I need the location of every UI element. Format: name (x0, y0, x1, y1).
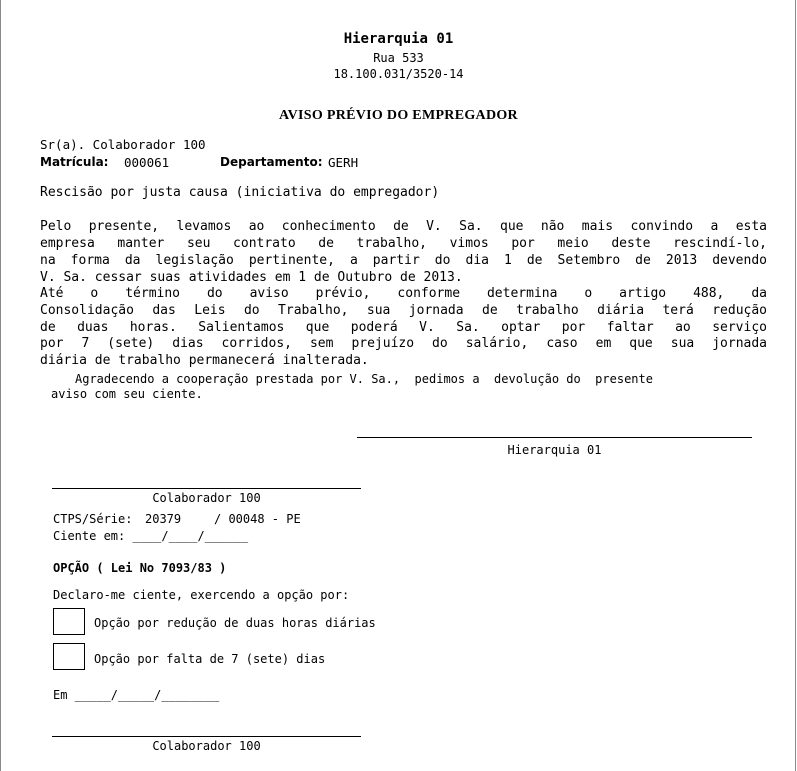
paragraph-2 (40, 286, 767, 369)
ctps-number: 20379 (145, 512, 182, 526)
company-address: Rua 533 (373, 51, 424, 65)
option-1-checkbox[interactable] (53, 608, 85, 635)
option-1-label: Opção por redução de duas horas diárias (94, 616, 376, 630)
ctps-serie: / 00048 - PE (214, 512, 301, 526)
opcao-title: OPÇÃO ( Lei No 7093/83 ) (53, 561, 227, 575)
paragraph-1-line: empresa manter seu contrato de trabalho, vimos por meio deste rescindí-lo, (40, 236, 767, 251)
paragraph-2-line: de duas horas. Salientamos que poderá V. Sa. optar por faltar ao serviço (40, 319, 767, 335)
ctps-label: CTPS/Série: (53, 512, 133, 526)
employee-signature-name: Colaborador 100 (152, 491, 261, 505)
termination-reason: Rescisão por justa causa (iniciativa do empregador) (40, 185, 440, 200)
option-2-checkbox[interactable] (53, 643, 85, 670)
thanks-line-1: Agradecendo a cooperação prestada por V. Sa., pedimos a devolução do presente (75, 372, 653, 386)
employer-signature-line (357, 437, 752, 438)
paragraph-2-line: Até o término do aviso prévio, conforme determina o artigo 488, da (40, 286, 767, 301)
option-2-label: Opção por falta de 7 (sete) dias (94, 652, 326, 666)
company-name: Hierarquia 01 (343, 31, 454, 47)
employer-signature-name: Hierarquia 01 (507, 443, 602, 457)
paragraph-1-line: Pelo presente, levamos ao conhecimento de V. Sa. que não mais convindo a esta (40, 219, 767, 234)
document-title: AVISO PRÉVIO DO EMPREGADOR (279, 108, 518, 123)
departamento-value: GERH (328, 155, 359, 170)
paragraph-1-line: na forma da legislação pertinente, a partir do dia 1 de Setembro de 2013 devendo (40, 253, 767, 268)
paragraph-2-line: diária de trabalho permanecerá inalterada. (40, 353, 369, 369)
thanks-line-2: aviso com seu ciente. (51, 387, 203, 401)
date-field: Em _____/_____/________ (53, 688, 220, 702)
departamento-label: Departamento: (220, 155, 323, 169)
declaro-text: Declaro-me ciente, exercendo a opção por: (53, 588, 350, 602)
ciente-field: Ciente em: ____/____/______ (53, 529, 249, 543)
matricula-label: Matrícula: (40, 155, 109, 169)
paragraph-2-line: Consolidação das Leis do Trabalho, sua jornada de trabalho diária terá redução (40, 302, 767, 318)
final-signature-name: Colaborador 100 (152, 739, 261, 753)
company-cnpj: 18.100.031/3520-14 (333, 67, 464, 81)
final-signature-line (52, 736, 361, 737)
employee-greeting: Sr(a). Colaborador 100 (40, 137, 206, 152)
matricula-value: 000061 (124, 155, 170, 170)
paragraph-1-line: V. Sa. cessar suas atividades em 1 de Outubro de 2013. (40, 270, 463, 285)
employee-signature-line (52, 488, 361, 489)
paragraph-2-line: por 7 (sete) dias corridos, sem prejuízo do salário, caso em que sua jornada (40, 336, 767, 352)
